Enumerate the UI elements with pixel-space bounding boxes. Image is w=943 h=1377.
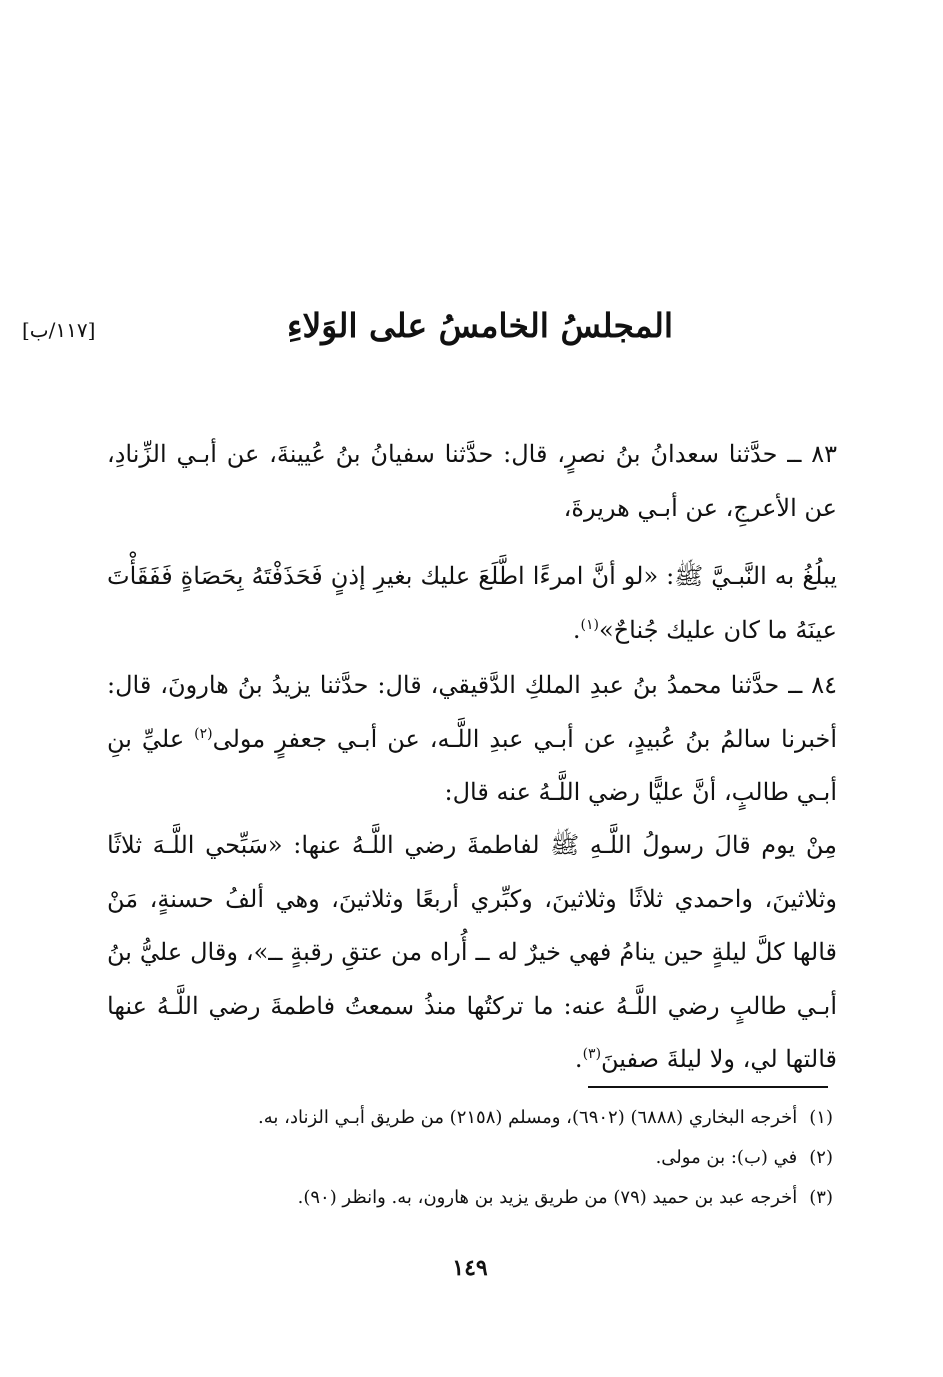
footnote-1: [113, 1098, 833, 1138]
footnote-1-number: (١): [809, 1107, 833, 1128]
footnotes: [113, 1098, 833, 1218]
hadith-83-end: .: [572, 615, 581, 644]
hadith-84-isnad: [107, 659, 837, 820]
hadith-83-isnad: ٨٣ ــ حدَّثنا سعدانُ بنُ نصرٍ، قال: حدَّثنا سفيانُ بنُ عُيينةَ، عن أبـي الزِّنادِ، عن الأعرجِ، عن أبـي هريرةَ،: [107, 440, 837, 522]
footnote-3: [113, 1178, 833, 1218]
footnote-ref-1[interactable]: (١): [580, 616, 599, 633]
footnote-2: [113, 1138, 833, 1178]
footnote-1-text: أخرجه البخاري (٦٨٨٨) (٦٩٠٢)، ومسلم (٢١٥٨) من طريق أبـي الزناد، به.: [258, 1107, 798, 1128]
hadith-83-matn: [107, 550, 837, 657]
footnote-2-number: (٢): [809, 1147, 833, 1168]
section-title: المجلسُ الخامسُ على الوَلاءِ: [286, 306, 674, 345]
hadith-84-isnad-a: ٨٤ ــ حدَّثنا محمدُ بنُ عبدِ الملكِ الدَّقيقي، قال: حدَّثنا يزيدُ بنُ هارونَ، قال: أخبرنا سالمُ بنُ عُبيدٍ، عن أبـي عبدِ اللَّـه، عن أبـي جعفرٍ مولى: [107, 671, 838, 753]
hadith-84-text: مِنْ يوم قالَ رسولُ اللَّـهِ ﷺ لفاطمةَ رضي اللَّـهُ عنها: «سَبِّحي اللَّـهَ ثلاثًا وثلاثينَ، واحمدي ثلاثًا وثلاثينَ، وكبِّري أربعًا وثلاثينَ، وهي ألفُ حسنةٍ، مَنْ قالها كلَّ ليلةٍ حين ينامُ فهي خيرٌ له ــ أُراه من عتقِ رقبةٍ ــ»، وقال عليُّ بنُ أبـي طالبٍ رضي اللَّـهُ عنه: ما تركتُها منذُ سمعتُ فاطمةَ رضي اللَّـهُ عنها قالتها لي، ولا ليلةَ صفينَ: [107, 831, 837, 1073]
footnote-3-text: أخرجه عبد بن حميد (٧٩) من طريق يزيد بن هارون، به. وانظر (٩٠).: [297, 1187, 798, 1208]
footnote-3-number: (٣): [809, 1187, 833, 1208]
footnote-2-text: في (ب): بن مولى.: [655, 1147, 798, 1168]
footnote-divider: [588, 1086, 828, 1088]
hadith-84-isnad-b: عليِّ بنِ أبـي طالبٍ، أنَّ عليًّا رضي اللَّـهُ عنه قال:: [107, 724, 837, 806]
folio-marker: [١١٧/ب]: [22, 318, 96, 342]
hadith-84-matn: [107, 819, 837, 1087]
footnote-ref-3[interactable]: (٣): [582, 1046, 602, 1062]
hadith-84-end: .: [574, 1045, 583, 1073]
footnote-ref-2[interactable]: (٢): [194, 725, 213, 742]
hadith-83-text: يبلُغُ به النَّبـيَّ ﷺ: «لو أنَّ امرءًا اطَّلَعَ عليك بغيرِ إذنٍ فَحَذَفْتَهُ بِحَصَاةٍ فَفَقَأْتَ عينَهُ ما كان عليك جُناحٌ»: [107, 562, 838, 644]
page-number: ١٤٩: [452, 1255, 488, 1281]
